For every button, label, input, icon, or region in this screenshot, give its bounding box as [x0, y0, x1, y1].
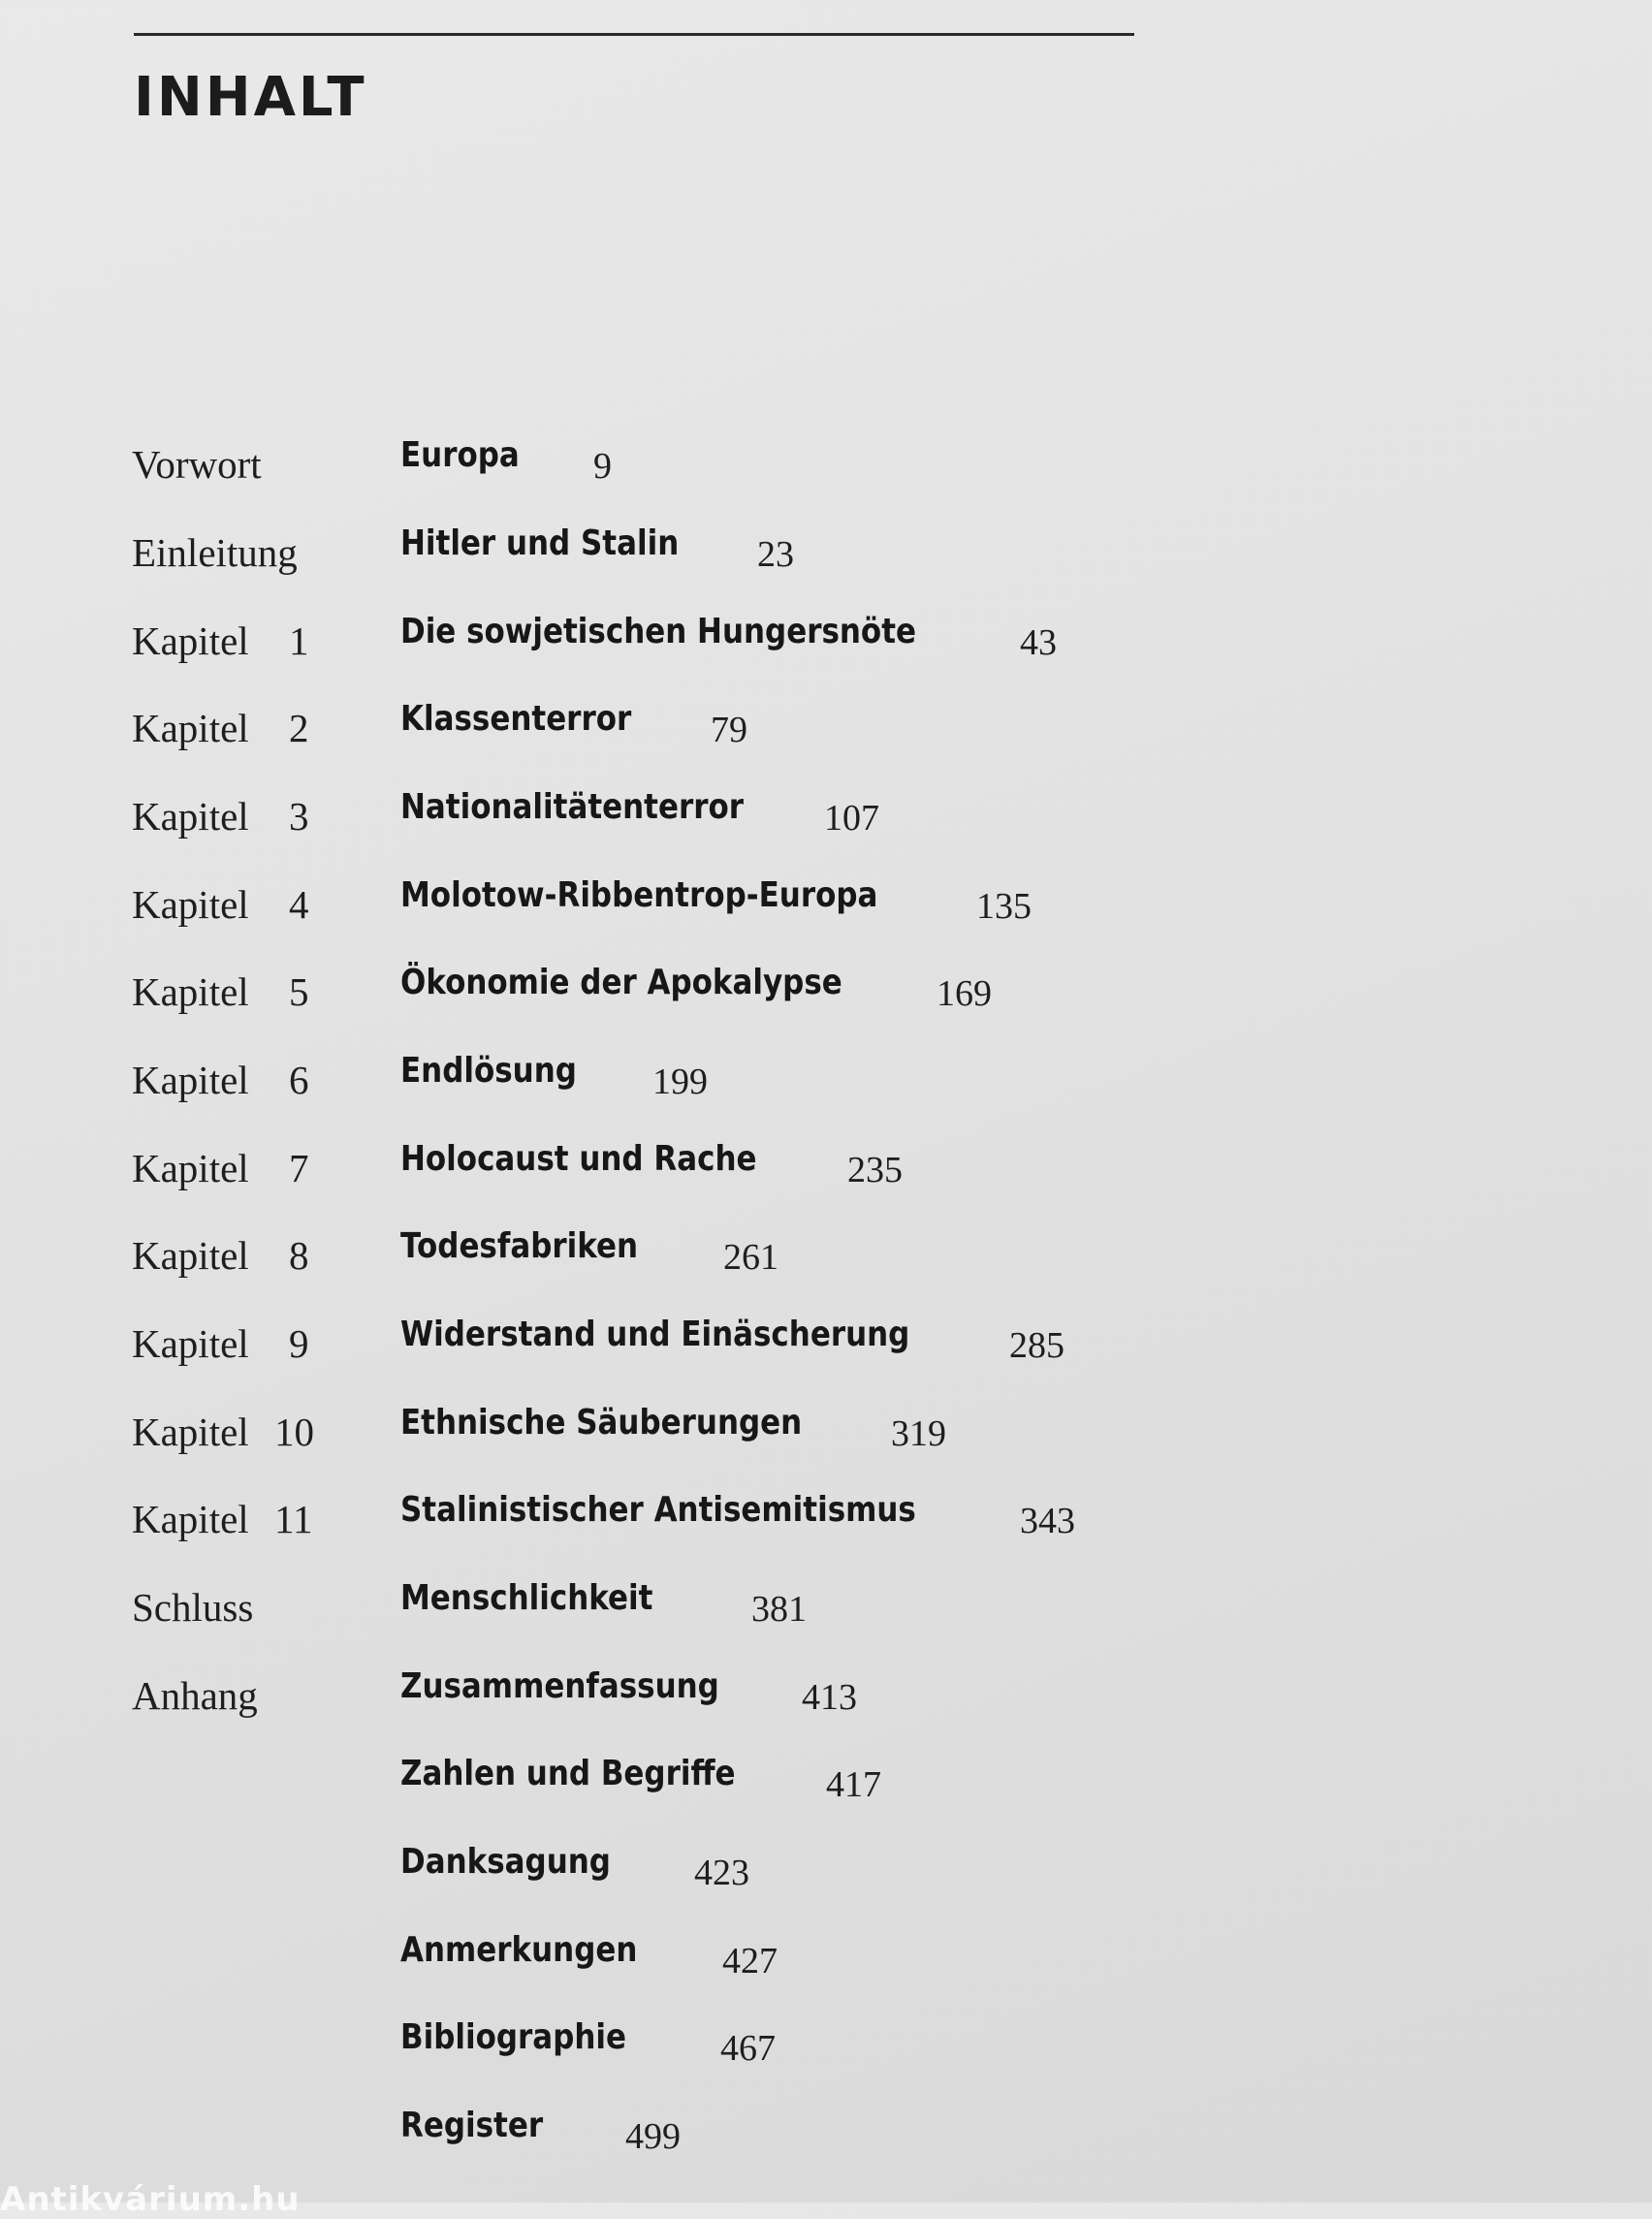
toc-row [0, 1490, 1652, 1564]
toc-row [0, 1051, 1652, 1125]
toc-title: Todesfabriken [400, 1226, 639, 1266]
toc-page-number: 261 [723, 1237, 778, 1278]
toc-page-number: 427 [722, 1941, 778, 1981]
toc-label: Kapitel [132, 618, 249, 663]
toc-row [0, 2106, 1652, 2179]
toc-row [0, 1842, 1652, 1916]
toc-chapter-number: 4 [289, 882, 309, 927]
toc-title: Zahlen und Begriffe [400, 1754, 736, 1793]
toc-chapter-number: 2 [289, 706, 309, 750]
toc-page-number: 79 [711, 710, 747, 750]
toc-label: Kapitel [132, 1410, 249, 1454]
toc-chapter-number: 5 [289, 969, 309, 1014]
toc-row [0, 2017, 1652, 2091]
toc-page-number: 43 [1020, 622, 1057, 663]
toc-row [0, 1315, 1652, 1388]
toc-label: Einleitung [132, 530, 298, 575]
toc-page-number: 499 [625, 2116, 681, 2157]
toc-page-number: 285 [1009, 1325, 1064, 1366]
toc-label: Kapitel [132, 1497, 249, 1541]
toc-chapter-number: 6 [289, 1058, 309, 1102]
toc-chapter-number: 9 [289, 1321, 309, 1366]
toc-chapter-number: 3 [289, 794, 309, 839]
toc-page-number: 9 [593, 446, 612, 487]
toc-title: Europa [400, 435, 520, 475]
toc-page-number: 413 [802, 1677, 857, 1718]
toc-title: Nationalitätenterror [400, 787, 745, 827]
toc-page-number: 343 [1020, 1501, 1075, 1541]
toc-page-number: 23 [757, 534, 794, 575]
toc-title: Stalinistischer Antisemitismus [400, 1490, 916, 1530]
toc-row [0, 1754, 1652, 1827]
toc-row [0, 1930, 1652, 2004]
toc-title: Bibliographie [400, 2017, 627, 2057]
toc-row [0, 1666, 1652, 1740]
toc-page-number: 417 [826, 1764, 881, 1805]
toc-row [0, 1226, 1652, 1300]
toc-title: Holocaust und Rache [400, 1139, 757, 1179]
toc-title: Anmerkungen [400, 1930, 638, 1970]
toc-row [0, 787, 1652, 861]
toc-label: Anhang [132, 1673, 258, 1718]
toc-row [0, 1139, 1652, 1213]
toc-title: Ethnische Säuberungen [400, 1403, 803, 1442]
toc-label: Kapitel [132, 882, 249, 927]
toc-label: Vorwort [132, 442, 262, 487]
toc-chapter-number: 11 [274, 1497, 313, 1541]
toc-row [0, 523, 1652, 597]
toc-label: Kapitel [132, 1321, 249, 1366]
toc-row [0, 963, 1652, 1036]
toc-row [0, 1578, 1652, 1652]
toc-page-number: 423 [694, 1853, 749, 1893]
toc-label: Kapitel [132, 706, 249, 750]
toc-label: Kapitel [132, 969, 249, 1014]
toc-title: Klassenterror [400, 699, 632, 739]
toc-title: Widerstand und Einäscherung [400, 1315, 910, 1354]
toc-title: Register [400, 2106, 544, 2145]
toc-label: Kapitel [132, 1233, 249, 1278]
toc-page-number: 199 [652, 1062, 708, 1102]
toc-title: Hitler und Stalin [400, 523, 680, 563]
toc-chapter-number: 10 [274, 1410, 314, 1454]
toc-row [0, 1403, 1652, 1476]
toc-page-number: 381 [751, 1589, 807, 1630]
toc-title: Ökonomie der Apokalypse [400, 963, 842, 1002]
toc-title: Die sowjetischen Hungersnöte [400, 612, 917, 651]
toc-row [0, 612, 1652, 685]
toc-title: Menschlichkeit [400, 1578, 653, 1618]
toc-row [0, 875, 1652, 949]
toc-label: Kapitel [132, 794, 249, 839]
toc-label: Kapitel [132, 1146, 249, 1190]
toc-page-number: 467 [720, 2028, 776, 2069]
page-title: INHALT [134, 66, 367, 129]
toc-page-number: 319 [891, 1413, 946, 1454]
toc-page-number: 107 [824, 798, 879, 839]
toc-page-number: 235 [847, 1150, 903, 1190]
toc-page-number: 169 [937, 973, 992, 1014]
toc-chapter-number: 1 [289, 618, 309, 663]
toc-title: Danksagung [400, 1842, 611, 1882]
toc-row [0, 699, 1652, 773]
toc-page-number: 135 [976, 886, 1032, 927]
toc-row [0, 435, 1652, 509]
toc-title: Zusammenfassung [400, 1666, 719, 1706]
toc-title: Endlösung [400, 1051, 577, 1091]
toc-label: Kapitel [132, 1058, 249, 1102]
toc-label: Schluss [132, 1585, 254, 1630]
watermark: Antikvárium.hu [0, 2180, 301, 2219]
toc-title: Molotow-Ribbentrop-Europa [400, 875, 878, 915]
toc-chapter-number: 7 [289, 1146, 309, 1190]
toc-chapter-number: 8 [289, 1233, 309, 1278]
